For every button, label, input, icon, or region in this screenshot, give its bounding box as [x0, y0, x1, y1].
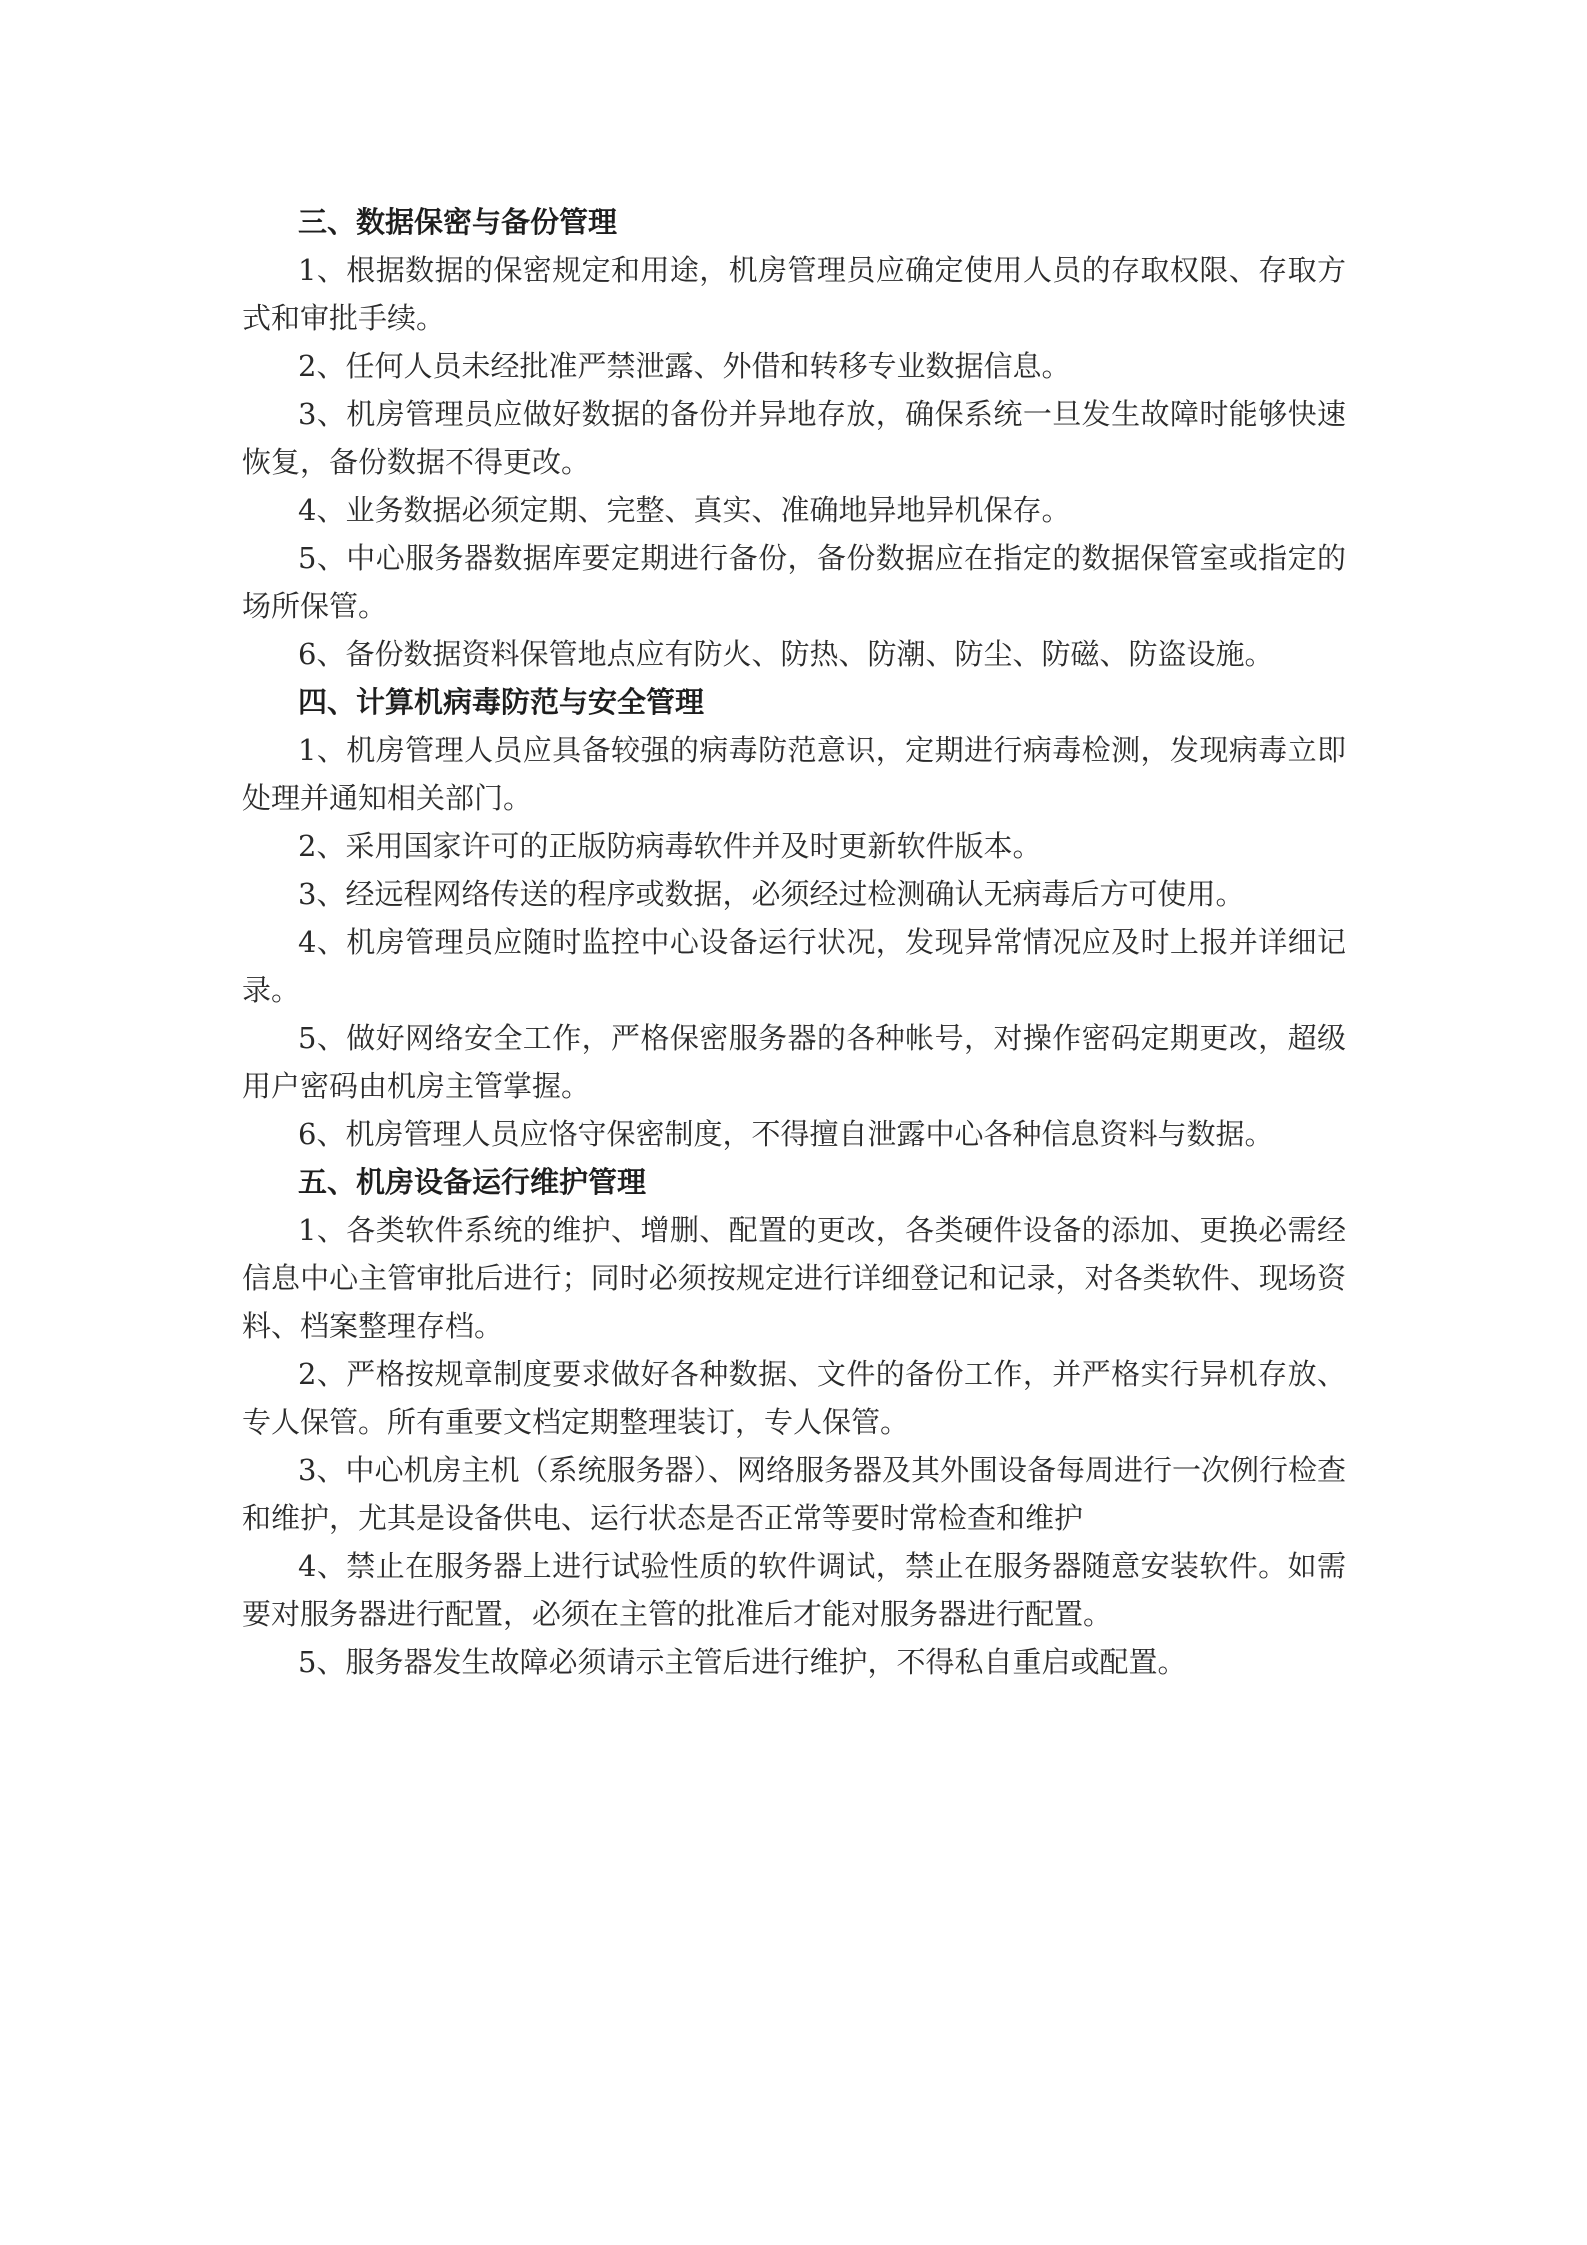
paragraph: 1、根据数据的保密规定和用途，机房管理员应确定使用人员的存取权限、存取方式和审批手续。 [242, 253, 1346, 335]
paragraph: 5、做好网络安全工作，严格保密服务器的各种帐号，对操作密码定期更改，超级用户密码由机房主管掌握。 [242, 1021, 1346, 1103]
paragraph: 2、采用国家许可的正版防病毒软件并及时更新软件版本。 [298, 829, 1042, 863]
paragraph: 2、严格按规章制度要求做好各种数据、文件的备份工作，并严格实行异机存放、专人保管。所有重要文档定期整理装订，专人保管。 [242, 1357, 1346, 1439]
section-heading-virus-protection: 四、计算机病毒防范与安全管理 [298, 685, 705, 719]
paragraph: 5、服务器发生故障必须请示主管后进行维护，不得私自重启或配置。 [298, 1645, 1187, 1679]
document-page [242, 198, 1346, 1686]
paragraph: 5、中心服务器数据库要定期进行备份，备份数据应在指定的数据保管室或指定的场所保管。 [242, 541, 1346, 623]
section-heading-data-security: 三、数据保密与备份管理 [298, 205, 618, 239]
paragraph: 4、禁止在服务器上进行试验性质的软件调试，禁止在服务器随意安装软件。如需要对服务器进行配置，必须在主管的批准后才能对服务器进行配置。 [242, 1549, 1346, 1631]
paragraph: 4、机房管理员应随时监控中心设备运行状况，发现异常情况应及时上报并详细记录。 [242, 925, 1346, 1007]
section-heading-equipment-maintenance: 五、机房设备运行维护管理 [298, 1165, 647, 1199]
paragraph: 3、机房管理员应做好数据的备份并异地存放，确保系统一旦发生故障时能够快速恢复，备份数据不得更改。 [242, 397, 1346, 479]
paragraph: 6、备份数据资料保管地点应有防火、防热、防潮、防尘、防磁、防盗设施。 [298, 637, 1274, 671]
paragraph: 3、中心机房主机（系统服务器）、网络服务器及其外围设备每周进行一次例行检查和维护，尤其是设备供电、运行状态是否正常等要时常检查和维护 [242, 1453, 1346, 1535]
paragraph: 4、业务数据必须定期、完整、真实、准确地异地异机保存。 [298, 493, 1071, 527]
paragraph: 1、各类软件系统的维护、增删、配置的更改，各类硬件设备的添加、更换必需经信息中心主管审批后进行；同时必须按规定进行详细登记和记录，对各类软件、现场资料、档案整理存档。 [242, 1213, 1346, 1343]
paragraph: 2、任何人员未经批准严禁泄露、外借和转移专业数据信息。 [298, 349, 1071, 383]
paragraph: 3、经远程网络传送的程序或数据，必须经过检测确认无病毒后方可使用。 [298, 877, 1245, 911]
paragraph: 6、机房管理人员应恪守保密制度，不得擅自泄露中心各种信息资料与数据。 [298, 1117, 1274, 1151]
paragraph: 1、机房管理人员应具备较强的病毒防范意识，定期进行病毒检测，发现病毒立即处理并通知相关部门。 [242, 733, 1346, 815]
